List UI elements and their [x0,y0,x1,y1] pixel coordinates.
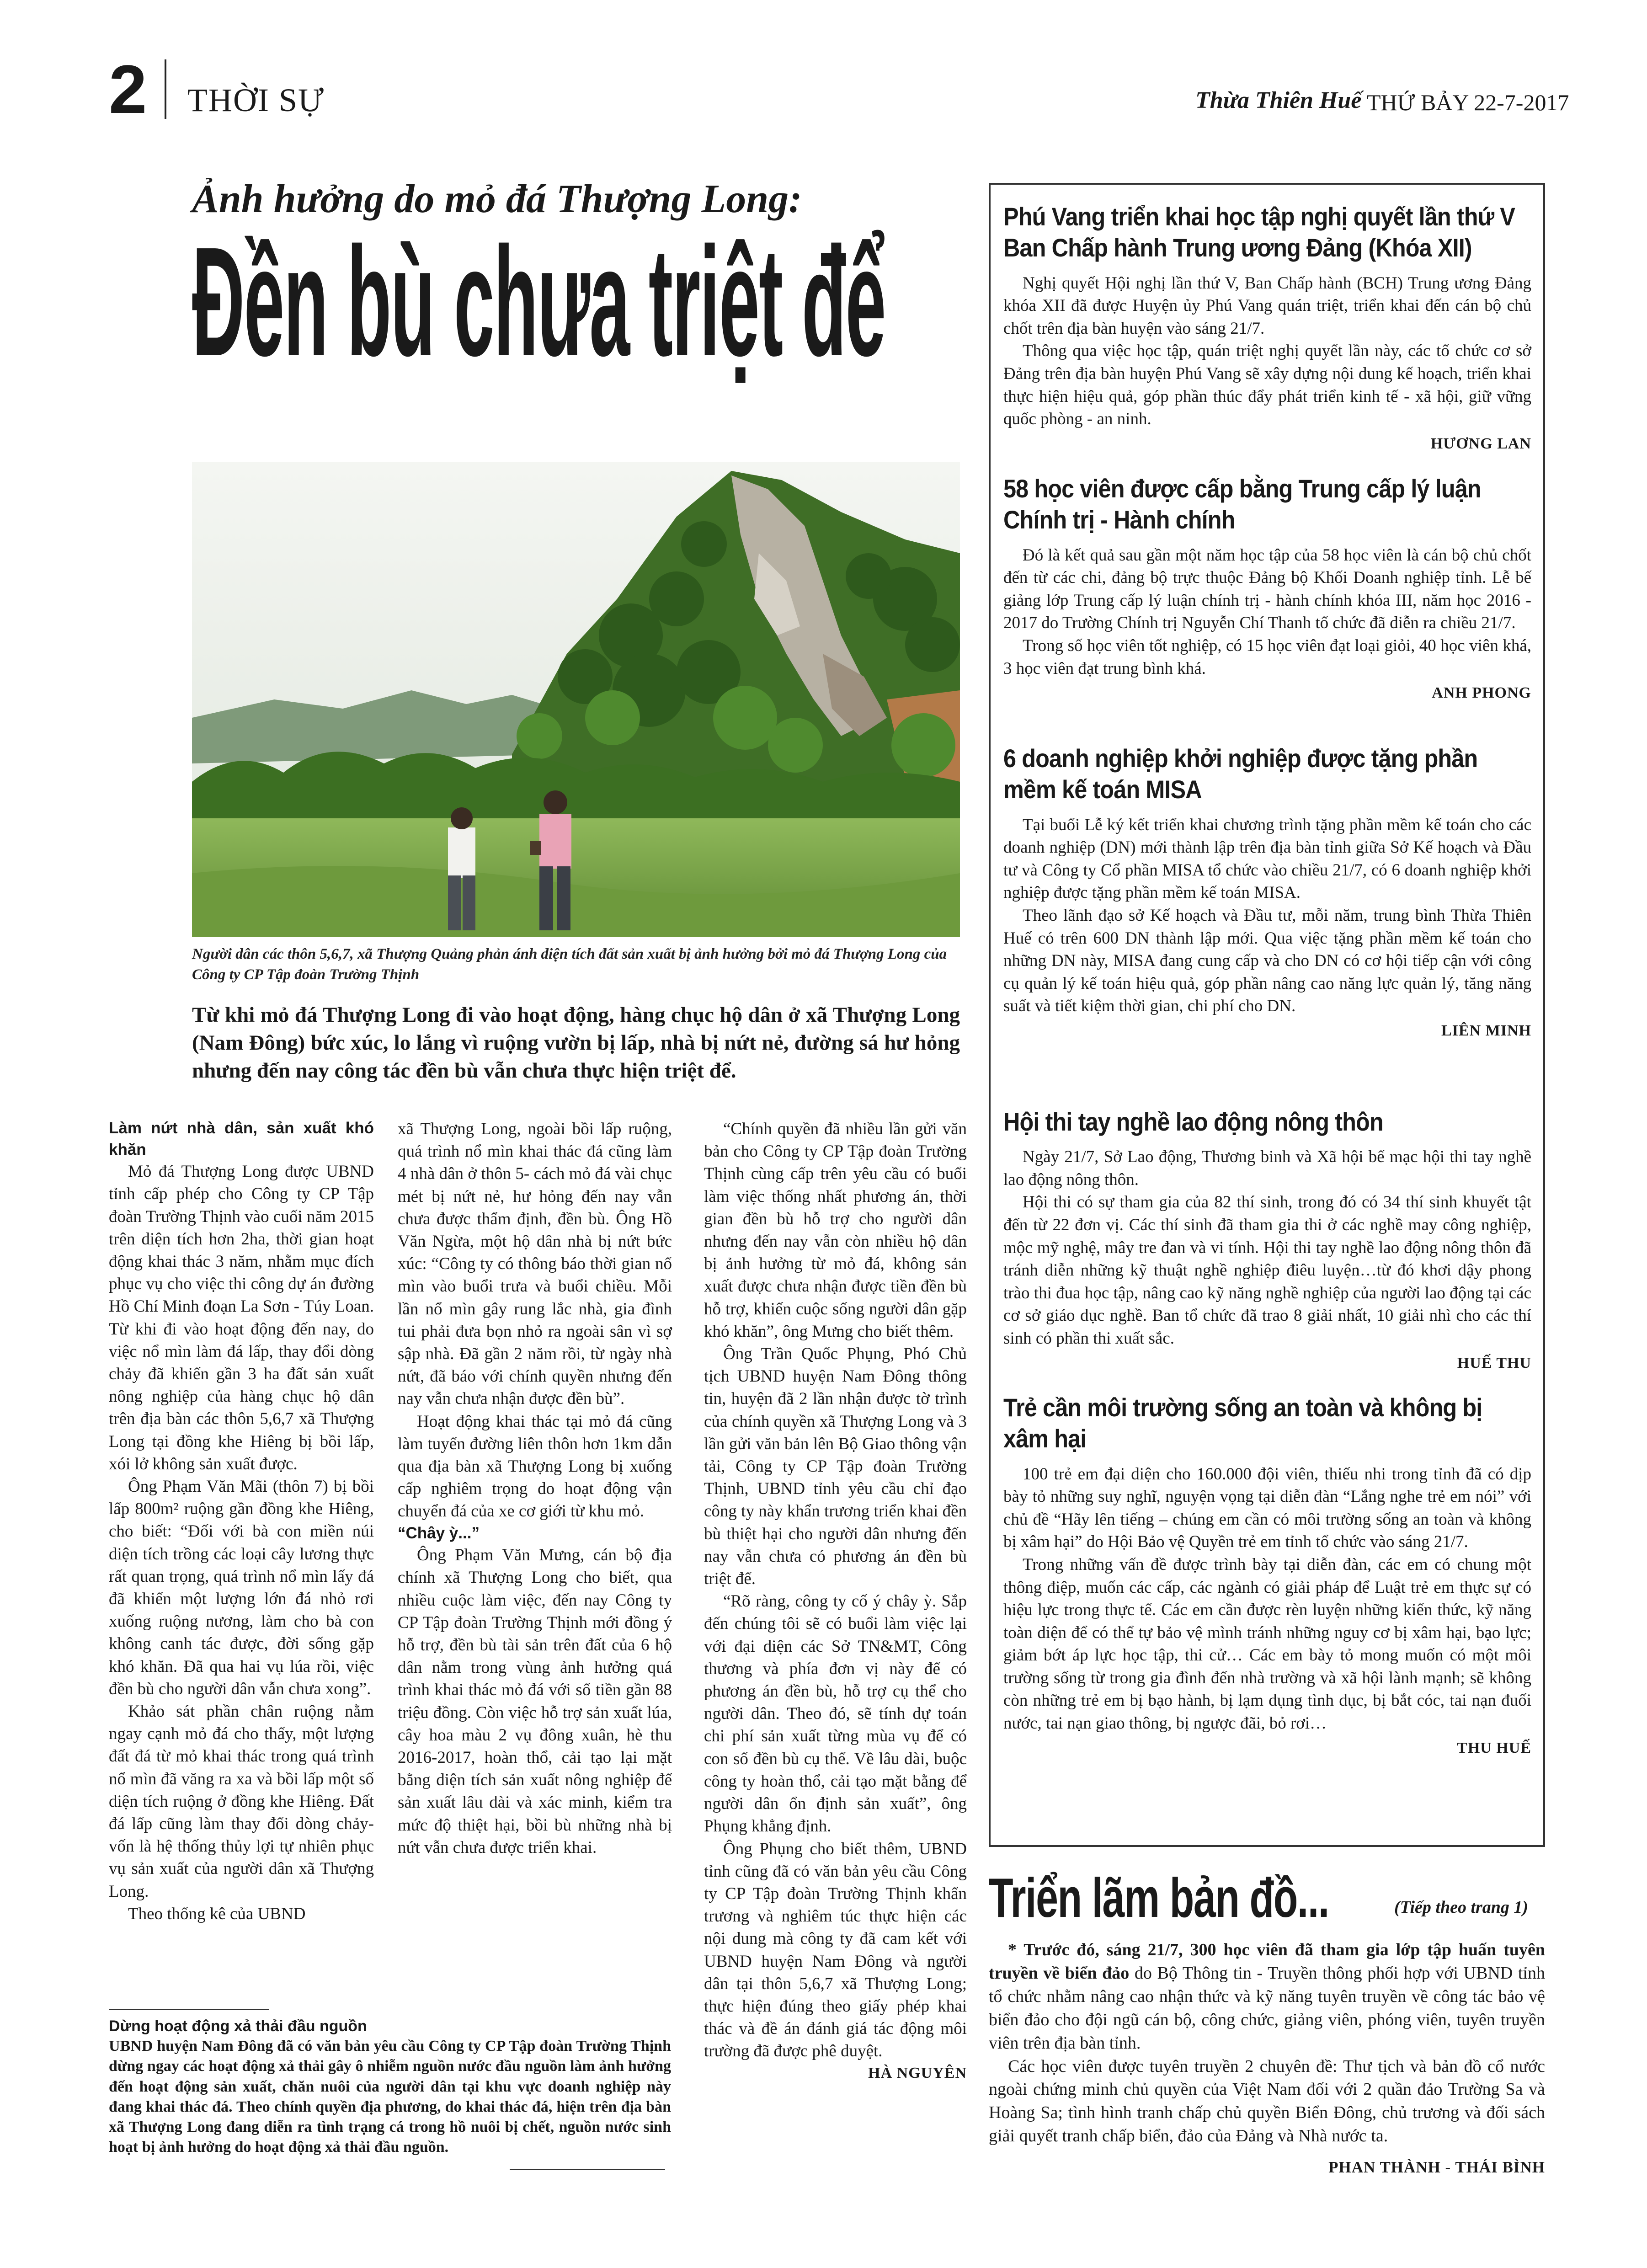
boxout-text: UBND huyện Nam Đông đã có văn bản yêu cầu Công ty CP Tập đoàn Trường Thịnh dừng ngay các hoạt động xả thải gây ô nhiễm nguồn nước đầu nguồn làm ảnh hưởng đến hoạt động sản xuất, chăn nuôi của người dân tại khu vực doanh nghiệp này đang khai thác đá. Theo chính quyền địa phương, do khai thác đá, hiện trên địa bàn xã Thượng Long đang diễn ra tình trạng cá trong hồ nuôi bị chết, nguồn nước sinh hoạt bị ảnh hưởng do hoạt động xả thải đầu nguồn. [109,2038,671,2156]
brief-title: Trẻ cần môi trường sống an toàn và không bị xâm hại [1003,1393,1482,1453]
paragraph: Theo lãnh đạo sở Kế hoạch và Đầu tư, mỗi năm, trung bình Thừa Thiên Huế có trên 600 DN thành lập mới. Qua việc tặng phần mềm kế toán cho những DN này, MISA đang cung cấp và cho DN có cơ hội tiếp cận với công cụ quản lý kế toán hiệu quả, góp phần nâng cao năng lực quản lý, tăng năng suất và tiết kiệm thời gian, chi phí cho DN. [1003,906,1531,1016]
paragraph: Tại buổi Lễ ký kết triển khai chương trình tặng phần mềm kế toán cho các doanh nghiệp (DN) mới thành lập trên địa bàn tỉnh giữa Sở Kế hoạch và Đầu tư và Công ty Cổ phần MISA tổ chức vào chiều 21/7, có 6 doanh nghiệp khởi nghiệp được tặng phần mềm kế toán MISA. [1003,815,1531,902]
article-kicker: Ảnh hưởng do mỏ đá Thượng Long: [192,177,802,221]
article-column-2 [398,1118,672,1859]
paragraph: Khảo sát phần chân ruộng nằm ngay cạnh mỏ đá cho thấy, một lượng đất đá từ mỏ khai thác trong quá trình nổ mìn đã văng ra xa và bồi lấp một số diện tích ruộng ở đồng khe Hiêng. Đất đá lấp cũng làm thay đổi dòng chảy- vốn là hệ thống thủy lợi tự nhiên phục vụ sản xuất của người dân xã Thượng Long. [109,1702,374,1901]
continuation-headline: Triển lãm bản đồ... [989,1867,1329,1929]
column-divider [109,2009,269,2010]
paragraph: Đó là kết quả sau gần một năm học tập của 58 học viên là cán bộ chủ chốt đến từ các chi, đảng bộ trực thuộc Đảng bộ Khối Doanh nghiệp tỉnh. Lễ bế giảng lớp Trung cấp lý luận chính trị - hành chính khóa III, năm học 2016 - 2017 do Trường Chính trị Nguyễn Chí Thanh tổ chức đã diễn ra chiều 21/7. [1003,545,1531,633]
brief-item [1003,743,1531,1041]
article-sapo: Từ khi mỏ đá Thượng Long đi vào hoạt động, hàng chục hộ dân ở xã Thượng Long (Nam Đông) bức xúc, lo lắng vì ruộng vườn bị lấp, nhà bị nứt nẻ, đường sá hư hỏng nhưng đến nay công tác đền bù vẫn chưa thực hiện triệt để. [192,1003,960,1083]
brief-title: Hội thi tay nghề lao động nông thôn [1003,1107,1383,1136]
brief-title: 58 học viên được cấp bằng Trung cấp lý luận Chính trị - Hành chính [1003,474,1481,534]
subheading: Làm nứt nhà dân, sản xuất khó khăn [109,1119,374,1158]
continuation-body [989,1938,1545,2178]
issue-date: THỨ BẢY 22-7-2017 [1367,90,1569,115]
author-byline: HÀ NGUYÊN [868,2064,967,2081]
page-number: 2 [109,51,147,128]
author-byline: PHAN THÀNH - THÁI BÌNH [1328,2158,1545,2177]
author-byline: ANH PHONG [1432,684,1531,702]
boxout [109,2016,671,2157]
author-byline: HUẾ THU [1457,1354,1531,1371]
paragraph [989,1938,1545,2055]
paper-name: Thừa Thiên Huế [1195,87,1362,113]
author-byline: LIÊN MINH [1441,1022,1531,1039]
paragraph: Trong những vấn đề được trình bày tại diễn đàn, các em có chung một thông điệp, muốn các cấp, các ngành có giải pháp để Luật trẻ em thực sự có hiệu lực trong thực tế. Các em cần được rèn luyện những kiến thức, kỹ năng toàn diện để có thể tự bảo vệ mình tránh những nguy cơ bị xâm hại, bạo lực; giảm bớt áp lực học tập, thi cử… Các em bày tỏ mong muốn có một môi trường sống từ trong gia đình đến nhà trường và xã hội lành mạnh; sẽ không còn những trẻ em bị bạo hành, bị lạm dụng tình dục, bị bắt cóc, tai nạn đuối nước, tai nạn giao thông, bị ngược đãi, bỏ rơi… [1003,1555,1531,1733]
paragraph: Ông Phạm Văn Mưng, cán bộ địa chính xã Thượng Long cho biết, qua nhiều cuộc làm việc, đến nay Công ty CP Tập đoàn Trường Thịnh mới đồng ý hỗ trợ, đền bù tài sản trên đất của 6 hộ dân nằm trong vùng ảnh hưởng quá trình khai thác mỏ đá với số tiền gần 88 triệu đồng. Còn việc hỗ trợ sản xuất lúa, cây hoa màu 2 vụ đông xuân, hè thu 2016-2017, hoàn thổ, cải tạo lại mặt bằng diện tích sản xuất nông nghiệp để sản xuất lâu dài và xác minh, kiểm tra mức độ thiệt hại, bồi bù những nhà bị nứt vẫn chưa được triển khai. [398,1546,672,1857]
lead-in: * Trước đó, sáng 21/7, 300 học viên đã tham gia lớp tập huấn tuyên truyền về biển đảo [989,1940,1545,1983]
author-byline: HƯƠNG LAN [1430,435,1531,452]
column-divider [510,2169,665,2170]
header-divider [165,59,166,119]
continuation-note: (Tiếp theo trang 1) [1394,1898,1529,1917]
paragraph: Các học viên được tuyên truyền 2 chuyên đề: Thư tịch và bản đồ cổ nước ngoài chứng minh chủ quyền của Việt Nam đối với 2 quần đảo Trường Sa và Hoàng Sa; tình hình tranh chấp chủ quyền Biển Đông, chủ trương và đối sách giải quyết tranh chấp biển, đảo của Đảng và Nhà nước ta. [989,2056,1545,2146]
brief-title: Phú Vang triển khai học tập nghị quyết lần thứ V Ban Chấp hành Trung ương Đảng (Khóa XII) [1003,202,1515,262]
paragraph-text: do Bộ Thông tin - Truyền thông phối hợp với UBND tỉnh tổ chức nhằm nâng cao nhận thức và kỹ năng tuyên truyền về công tác bảo vệ biển đảo cho đội ngũ cán bộ, công chức, giảng viên, phóng viên, tuyên truyền viên trên địa bàn tỉnh. [989,1963,1545,2053]
brief-title: 6 doanh nghiệp khởi nghiệp được tặng phần mềm kế toán MISA [1003,744,1478,804]
paragraph: Thông qua việc học tập, quán triệt nghị quyết lần này, các tổ chức cơ sở Đảng trên địa bàn huyện Phú Vang sẽ xây dựng nội dung kế hoạch, triển khai thực hiện hiệu quả, góp phần thúc đẩy phát triển kinh tế - xã hội, giữ vững quốc phòng - an ninh. [1003,342,1531,429]
article-column-1 [109,1118,374,1925]
paragraph: Trong số học viên tốt nghiệp, có 15 học viên đạt loại giỏi, 40 học viên khá, 3 học viên đạt trung bình khá. [1003,636,1531,678]
brief-item [1003,201,1531,454]
paragraph: “Rõ ràng, công ty cố ý chây ỳ. Sắp đến chúng tôi sẽ có buổi làm việc lại với đại diện các Sở TN&MT, Công thương và phía đơn vị này để có phương án đền bù, hỗ trợ cụ thể cho người dân. Theo đó, sẽ tính dự toán chi phí sản xuất từng mùa vụ để có con số đền bù cụ thể. Về lâu dài, buộc công ty hoàn thổ, cải tạo mặt bằng để người dân ổn định sản xuất”, ông Phụng khẳng định. [704,1592,967,1836]
brief-item [1003,473,1531,704]
brief-item [1003,1106,1531,1373]
paragraph: Ông Phạm Văn Mãi (thôn 7) bị bồi lấp 800m² ruộng gần đồng khe Hiêng, cho biết: “Đối với bà con miền núi diện tích trồng các loại cây lương thực rất quan trọng, quá trình nổ mìn lấy đá đã khiến một lượng lớn đá nhỏ rơi xuống ruộng nương, làm cho bà con không canh tác được, đời sống gặp khó khăn. Đã qua hai vụ lúa rồi, việc đền bù cho người dân vẫn chưa xong”. [109,1477,374,1698]
paragraph: Theo thống kê của UBND [128,1904,306,1923]
paragraph: xã Thượng Long, ngoài bồi lấp ruộng, quá trình nổ mìn khai thác đá cũng làm 4 nhà dân ở thôn 5- cách mỏ đá vài chục mét bị nứt nẻ, hư hỏng đến nay vẫn chưa được thẩm định, đền bù. Ông Hồ Văn Ngừa, một hộ dân nhà bị nứt bức xúc: “Công ty có thông báo thời gian nổ mìn vào buổi trưa và buổi chiều. Mỗi lần nổ mìn gây rung lắc nhà, gia đình tui phải đưa bọn nhỏ ra ngoài sân vì sợ sập nhà. Đã gần 2 năm rồi, từ ngày nhà nứt, đã báo với chính quyền nhưng đến nay vẫn chưa nhận được đền bù”. [398,1120,672,1409]
article-column-3 [704,1118,967,2083]
paragraph: Ông Phụng cho biết thêm, UBND tỉnh cũng đã có văn bản yêu cầu Công ty CP Tập đoàn Trường Thịnh khẩn trương và nghiêm túc thực hiện các nội dung mà công ty đã cam kết với UBND huyện Nam Đông và người dân tại thôn 5,6,7 xã Thượng Long; thực hiện đúng theo giấy phép khai thác và đề án đánh giá tác động môi trường đã được phê duyệt. [704,1839,967,2061]
author-byline: THU HUẾ [1457,1739,1531,1756]
boxout-heading: Dừng hoạt động xả thải đầu nguồn [109,2017,367,2035]
paragraph: Ngày 21/7, Sở Lao động, Thương binh và Xã hội bế mạc hội thi tay nghề lao động nông thôn. [1003,1147,1531,1189]
article-headline: Đền bù chưa triệt để [192,215,885,389]
paragraph: 100 trẻ em đại diện cho 160.000 đội viên, thiếu nhi trong tỉnh đã có dịp bày tỏ những suy nghĩ, nguyện vọng tại diễn đàn “Lắng nghe trẻ em nói” với chủ đề “Hãy lên tiếng – chúng em cần có môi trường sống an toàn và không bị xâm hại” do Hội Bảo vệ Quyền trẻ em tỉnh tổ chức vào sáng 21/7. [1003,1464,1531,1552]
paragraph: Hoạt động khai thác tại mỏ đá cũng làm tuyến đường liên thôn hơn 1km dẫn qua địa bàn xã Thượng Long bị xuống cấp nghiêm trọng do hoạt động vận chuyển đá của xe cơ giới từ khu mỏ. [398,1412,672,1521]
paragraph: Nghị quyết Hội nghị lần thứ V, Ban Chấp hành (BCH) Trung ương Đảng khóa XII đã được Huyện ủy Phú Vang quán triệt, triển khai đến cán bộ chủ chốt trên địa bàn huyện vào sáng 21/7. [1003,273,1531,338]
photo-caption: Người dân các thôn 5,6,7, xã Thượng Quảng phản ánh diện tích đất sản xuất bị ảnh hưởng bởi mỏ đá Thượng Long của Công ty CP Tập đoàn Trường Thịnh [192,946,947,983]
paragraph: Ông Trần Quốc Phụng, Phó Chủ tịch UBND huyện Nam Đông thông tin, huyện đã 2 lần nhận được tờ trình của chính quyền xã Thượng Long và 3 lần gửi văn bản lên Bộ Giao thông vận tải, Công ty CP Tập đoàn Trường Thịnh, UBND tỉnh yêu cầu chỉ đạo công ty này khẩn trương triển khai đền bù thiệt hại cho người dân nhưng đến nay vẫn chưa có phương án đền bù triệt để. [704,1345,967,1589]
article-photo [192,462,960,937]
paragraph: Mỏ đá Thượng Long được UBND tỉnh cấp phép cho Công ty CP Tập đoàn Trường Thịnh vào cuối năm 2015 trên diện tích hơn 2ha, thời gian hoạt động khai thác 3 năm, nhằm mục đích phục vụ cho việc thi công dự án đường Hồ Chí Minh đoạn La Sơn - Túy Loan. Từ khi đi vào hoạt động đến nay, do việc nổ mìn làm đá lấp, thay đổi dòng chảy đã khiến gần 3 ha đất sản xuất nông nghiệp của hàng chục hộ dân trên địa bàn các thôn 5,6,7 xã Thượng Long tại đồng khe Hiêng bị bồi lấp, xói lở không sản xuất được. [109,1162,374,1473]
paragraph: Hội thi có sự tham gia của 82 thí sinh, trong đó có 34 thí sinh khuyết tật đến từ 22 đơn vị. Các thí sinh đã tham gia thi ở các nghề may công nghiệp, mộc mỹ nghệ, mây tre đan và vi tính. Hội thi tay nghề lao động nông thôn đã tránh diễn những kỹ thuật nghề nghiệp điêu luyện…từ đó khơi dậy phong trào thi đua học tập, nâng cao kỹ năng nghề nghiệp của người lao động tại các cơ sở giáo dục nghề. Ban tổ chức đã trao 8 giải nhất, 10 giải nhì cho các thí sinh có phần thi xuất sắc. [1003,1193,1531,1348]
brief-item [1003,1392,1531,1758]
subheading: “Chây ỳ...” [398,1524,480,1542]
paragraph: “Chính quyền đã nhiều lần gửi văn bản cho Công ty CP Tập đoàn Trường Thịnh cùng cấp trên yêu cầu có buổi làm việc thống nhất phương án, thời gian đền bù hỗ trợ cho người dân nhưng đến nay vẫn còn nhiều hộ dân bị ảnh hưởng từ mỏ đá, không sản xuất được chưa nhận được tiền đền bù hỗ trợ, khiến cuộc sống người dân gặp khó khăn”, ông Mưng cho biết thêm. [704,1120,967,1341]
section-name: THỜI SỰ [187,82,325,118]
